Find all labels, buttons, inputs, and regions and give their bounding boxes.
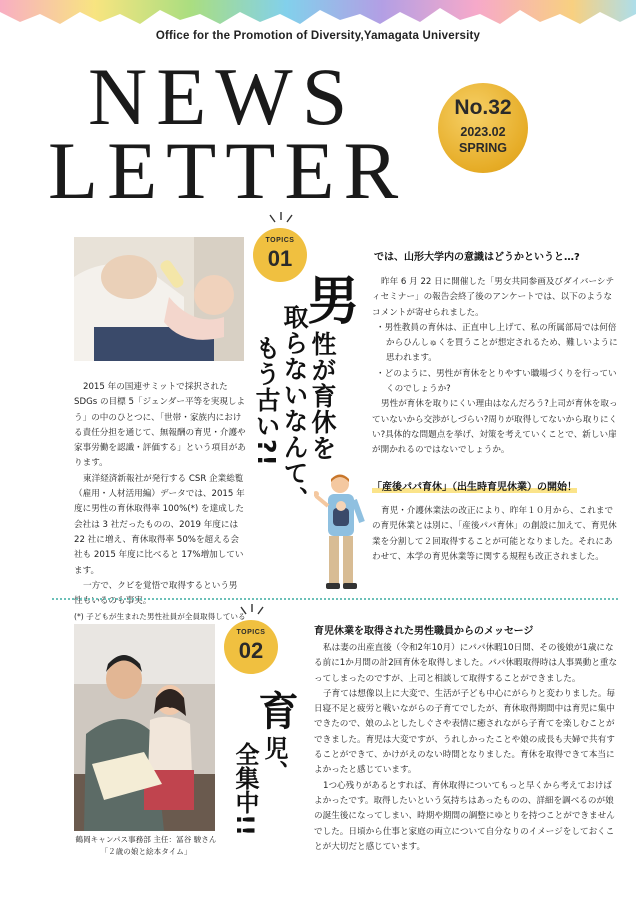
list-item: ・男性教員の育休は、正直申し上げて、私の所属部局では何倍からひんしゅくを買うことが想定されるため、難しいように思われます。 [376,322,618,364]
paragraph: 一方で、クビを覚悟で取得するという男性もいるのも事実。 [74,580,238,607]
topic1-title-big: 男 [298,273,358,325]
issue-season: SPRING [459,141,507,155]
topic1-right-text [372,275,618,459]
dad-baby-carrier-illustration [314,472,370,590]
sub-heading-text: 「産後パパ育休」（出生時育児休業）の開始！ [372,482,577,493]
topic2-title-col1: 児、 [260,736,288,784]
caption-line: 「２歳の娘と絵本タイム」 [100,847,192,856]
paragraph: 東洋経済新報社が発行する CSR 企業総覧（雇用・人材活用編）データでは、2015 年度に男性の育休取得率 100%(*) を達成した会社は 3 社だったものの、2019 年度には 22 社に増え、育休取得率 50%を超える会社も 2015 年度に比べると 17%増加しています。 [74,473,245,576]
title-news: NEWS [88,51,357,142]
rainbow-brush-header [0,0,636,30]
photo-father-feeding-baby [74,237,244,361]
topic2-heading: 育児休業を取得された男性職員からのメッセージ [314,626,534,637]
topics-number: 02 [238,638,264,663]
paragraph: 私は妻の出産直後（令和2年10月）にパパ休暇10日間、その後娘が1歳になる前に1か月間の計2回育休を取得しました。パパ休暇取得時は人事異動と重なってしまったのですが、上司と相談して取得することができました。 [314,643,618,684]
topics-number: 01 [267,246,293,271]
topic1-title-col1: 性が育休を [308,331,337,461]
paragraph: 2015 年の国連サミットで採択された SDGs の目標 5「ジェンダー平等を実現しよう」の中のひとつに、「世帯・家族内における責任分担を通じて、無報酬の育児・介護や家事労働を認識・評価する」という項目があります。 [74,382,246,469]
office-name: Office for the Promotion of Diversity,Yamagata University [155,30,481,42]
section-divider [52,598,618,600]
issue-badge [438,83,528,173]
topic1-title-col2: 取らないなんて、 [280,304,309,512]
paragraph: 昨年 6 月 22 日に開催した「男女共同参画及びダイバーシティセミナー」の報告会終了後のアンケートでは、以下のようなコメントが寄せられました。 [372,277,615,318]
paragraph: 男性が育休を取りにくい理由はなんだろう?上司が育休を取っていないから交渉がしづらい?周りが取得してないから取りにくい?具体的な問題点を挙げ、対策を考えていくことで、新しい扉が開かれるのではないでしょうか。 [372,399,618,456]
topic1-sub-text [372,504,618,565]
topics-label: TOPICS [265,237,295,244]
topic1-title-col3: もう古い?! [252,335,281,467]
topic2-body-text [314,641,618,855]
photo-caption [46,834,246,858]
topic2-title-col2: 全集中!! [231,742,259,836]
title-letter: LETTER [48,125,408,216]
topic1-sub-heading [372,478,618,493]
list-item: ・どのように、男性が育休をとりやすい職場づくりを行っていくのでしょうか? [376,368,617,395]
photo-father-reading-to-daughter [74,624,215,831]
topics-label: TOPICS [236,629,266,636]
footnote: (*) 子どもが生まれた男性社員が全員取得している [74,612,246,622]
caption-line: 鶴岡キャンパス事務部 主任：冨谷 駿さん [75,835,217,844]
issue-date: 2023.02 [460,125,506,139]
paragraph: 1つ心残りがあるとすれば、育休取得についてもっと早くから考えておけばよかったです。取得したいという気持ちはあったものの、詳細を調べるのが娘の誕生後になってしまい、時期や期間の調整にゆとりを持つことができませんでした。日頃から仕事と家庭の両立について自分なりのイメージをしておくことが大切だと感じています。 [314,780,615,852]
topic2-title-big: 育 [252,690,298,730]
topic1-left-text [74,380,246,640]
issue-number: No.32 [454,96,512,119]
paragraph: 育児・介護休業法の改正により、昨年１０月から、これまでの育児休業とは別に、「産後パパ育休」の創設に加えて、育児休業を分割して２回取得することが可能となりました。それにあわせて、本学の育児休業等に関する規程も改正されました。 [372,506,617,562]
sparkle-icon [264,212,298,228]
topic1-right-heading: では、山形大学内の意識はどうかというと…? [374,252,580,263]
sparkle-icon [235,604,269,620]
topics-02-badge [224,620,278,674]
paragraph: 子育ては想像以上に大変で、生活が子ども中心にがらりと変わりました。毎日寝不足と疲労と戦いながらの子育てでしたが、育休取得期間中は育児に集中できたので、娘のふとしたしぐさや表情に癒されながら子育てを楽しむことができました。育児は大変ですが、うれしかったことや娘の成長も夫婦で共有することができて、かけがえのない時間となりました。育休を取得できて本当によかったと感じています。 [314,688,616,776]
